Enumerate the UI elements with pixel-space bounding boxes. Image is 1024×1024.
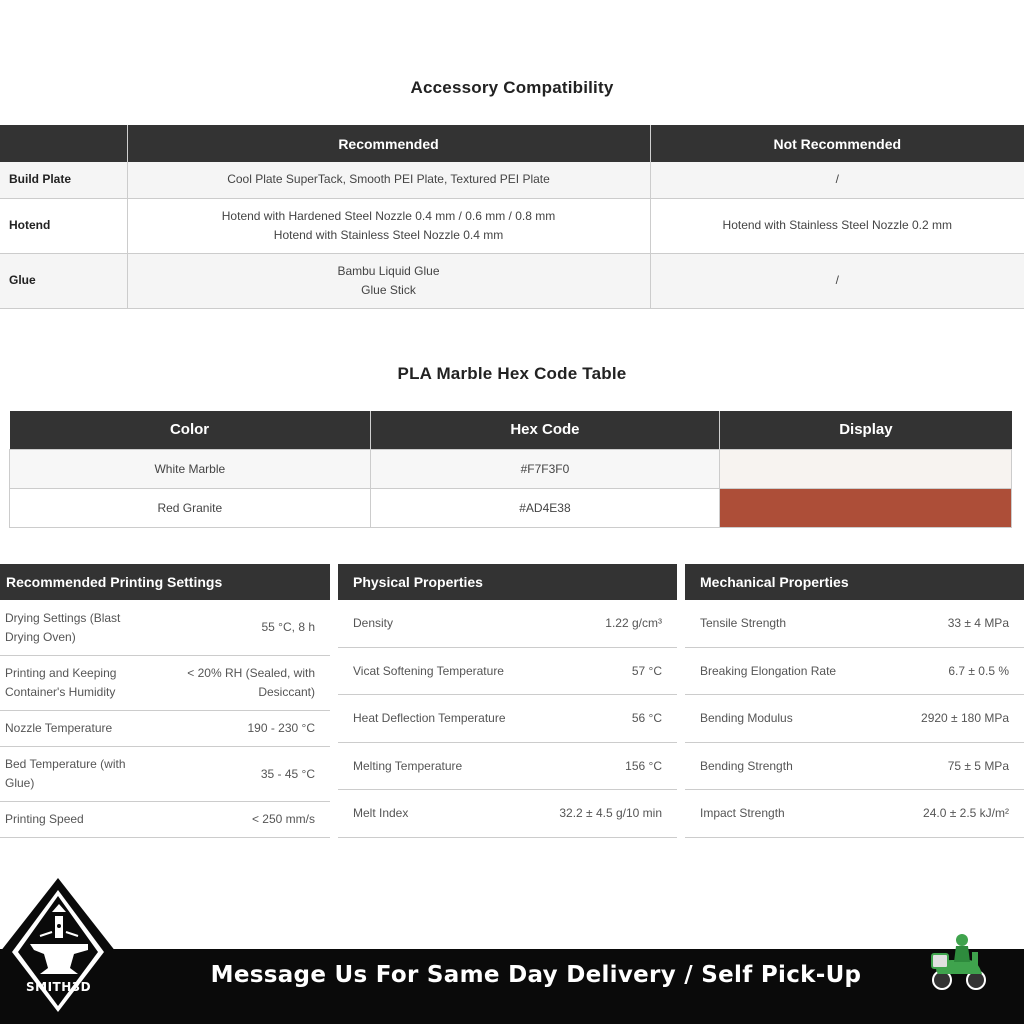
hex-code: #F7F3F0	[370, 449, 720, 488]
accessory-header-blank	[0, 125, 127, 162]
list-item	[0, 711, 330, 747]
property-value: 57 °C	[631, 663, 662, 678]
property-value: 56 °C	[631, 711, 662, 725]
color-swatch	[720, 488, 1012, 527]
property-value: 1.22 g/cm³	[605, 616, 662, 630]
color-swatch	[720, 449, 1012, 488]
not-recommended-cell: /	[650, 162, 1024, 198]
list-item	[685, 600, 1024, 648]
list-item	[0, 747, 330, 802]
property-value: 156 °C	[625, 758, 662, 773]
property-value: 32.2 ± 4.5 g/10 min	[559, 806, 662, 820]
hex-code: #AD4E38	[370, 488, 720, 527]
hex-header-display: Display	[720, 411, 1012, 449]
property-label: Printing and Keeping Container's Humidity	[5, 666, 117, 699]
property-label: Drying Settings (Blast Drying Oven)	[5, 610, 121, 644]
mechanical-panel-title: Mechanical Properties	[685, 564, 1024, 600]
delivery-scooter-icon	[928, 930, 990, 992]
color-name: White Marble	[10, 449, 371, 488]
list-item	[338, 790, 677, 838]
list-item	[338, 695, 677, 743]
accessory-header-row	[0, 125, 1024, 162]
table-row	[10, 449, 1012, 488]
property-label: Impact Strength	[700, 806, 785, 820]
property-label: Melt Index	[353, 806, 409, 820]
property-value: 33 ± 4 MPa	[947, 616, 1009, 630]
hex-title: PLA Marble Hex Code Table	[397, 364, 627, 383]
physical-panel	[338, 564, 677, 838]
list-item	[685, 648, 1024, 695]
mechanical-panel	[685, 564, 1024, 838]
list-item	[685, 695, 1024, 743]
recommended-line: Bambu Liquid Glue	[337, 263, 440, 278]
brand-name: SMITH3D	[26, 980, 92, 994]
property-label: Nozzle Temperature	[5, 721, 113, 735]
table-row	[10, 488, 1012, 527]
list-item	[0, 802, 330, 838]
property-label: Bed Temperature (with Glue)	[5, 757, 126, 790]
property-label: Density	[353, 616, 394, 630]
property-value: < 250 mm/s	[251, 812, 315, 826]
recommended-cell	[127, 198, 650, 253]
property-value: 35 - 45 °C	[260, 766, 315, 781]
property-label: Breaking Elongation Rate	[700, 663, 837, 678]
recommended-line: Glue Stick	[361, 282, 416, 297]
property-label: Bending Modulus	[700, 711, 793, 725]
property-value: 55 °C, 8 h	[261, 620, 315, 634]
property-value: 24.0 ± 2.5 kJ/m²	[923, 806, 1009, 820]
accessory-table	[0, 125, 1024, 309]
property-label: Melting Temperature	[353, 758, 463, 773]
property-value: 2920 ± 180 MPa	[921, 711, 1009, 725]
hex-table	[9, 411, 1012, 528]
table-row	[0, 198, 1024, 253]
row-label: Build Plate	[0, 162, 127, 198]
property-value: 6.7 ± 0.5 %	[948, 663, 1009, 678]
property-label: Printing Speed	[5, 812, 84, 826]
table-row	[0, 253, 1024, 308]
color-name: Red Granite	[10, 488, 371, 527]
property-value: 75 ± 5 MPa	[947, 758, 1009, 773]
property-value: < 20% RH (Sealed, with Desiccant)	[187, 666, 315, 699]
list-item	[685, 743, 1024, 790]
recommended-cell	[127, 162, 650, 198]
accessory-header-not-recommended: Not Recommended	[650, 125, 1024, 162]
list-item	[0, 656, 330, 711]
list-item	[0, 600, 330, 656]
property-label: Heat Deflection Temperature	[353, 711, 506, 725]
not-recommended-cell: Hotend with Stainless Steel Nozzle 0.2 mm	[650, 198, 1024, 253]
physical-panel-title: Physical Properties	[338, 564, 677, 600]
property-label: Vicat Softening Temperature	[353, 663, 504, 678]
not-recommended-cell: /	[650, 253, 1024, 308]
property-value: 190 - 230 °C	[247, 721, 315, 735]
hex-header-color: Color	[10, 411, 371, 449]
recommended-line: Cool Plate SuperTack, Smooth PEI Plate, Textured PEI Plate	[227, 172, 550, 187]
list-item	[685, 790, 1024, 838]
printing-panel	[0, 564, 330, 838]
smith3d-logo-icon	[0, 876, 125, 1024]
property-label: Tensile Strength	[700, 616, 787, 630]
row-label: Hotend	[0, 198, 127, 253]
footer-message: Message Us For Same Day Delivery / Self Pick-Up	[210, 962, 862, 988]
hex-header-code: Hex Code	[370, 411, 720, 449]
table-row	[0, 162, 1024, 198]
list-item	[338, 648, 677, 695]
row-label: Glue	[0, 253, 127, 308]
accessory-header-recommended: Recommended	[127, 125, 650, 162]
recommended-cell	[127, 253, 650, 308]
property-label: Bending Strength	[700, 758, 793, 773]
list-item	[338, 600, 677, 648]
recommended-line: Hotend with Stainless Steel Nozzle 0.4 mm	[273, 227, 504, 242]
printing-panel-title: Recommended Printing Settings	[0, 564, 330, 600]
recommended-line: Hotend with Hardened Steel Nozzle 0.4 mm / 0.6 mm / 0.8 mm	[221, 208, 556, 223]
accessory-title: Accessory Compatibility	[410, 78, 614, 97]
hex-header-row	[10, 411, 1012, 449]
list-item	[338, 743, 677, 790]
